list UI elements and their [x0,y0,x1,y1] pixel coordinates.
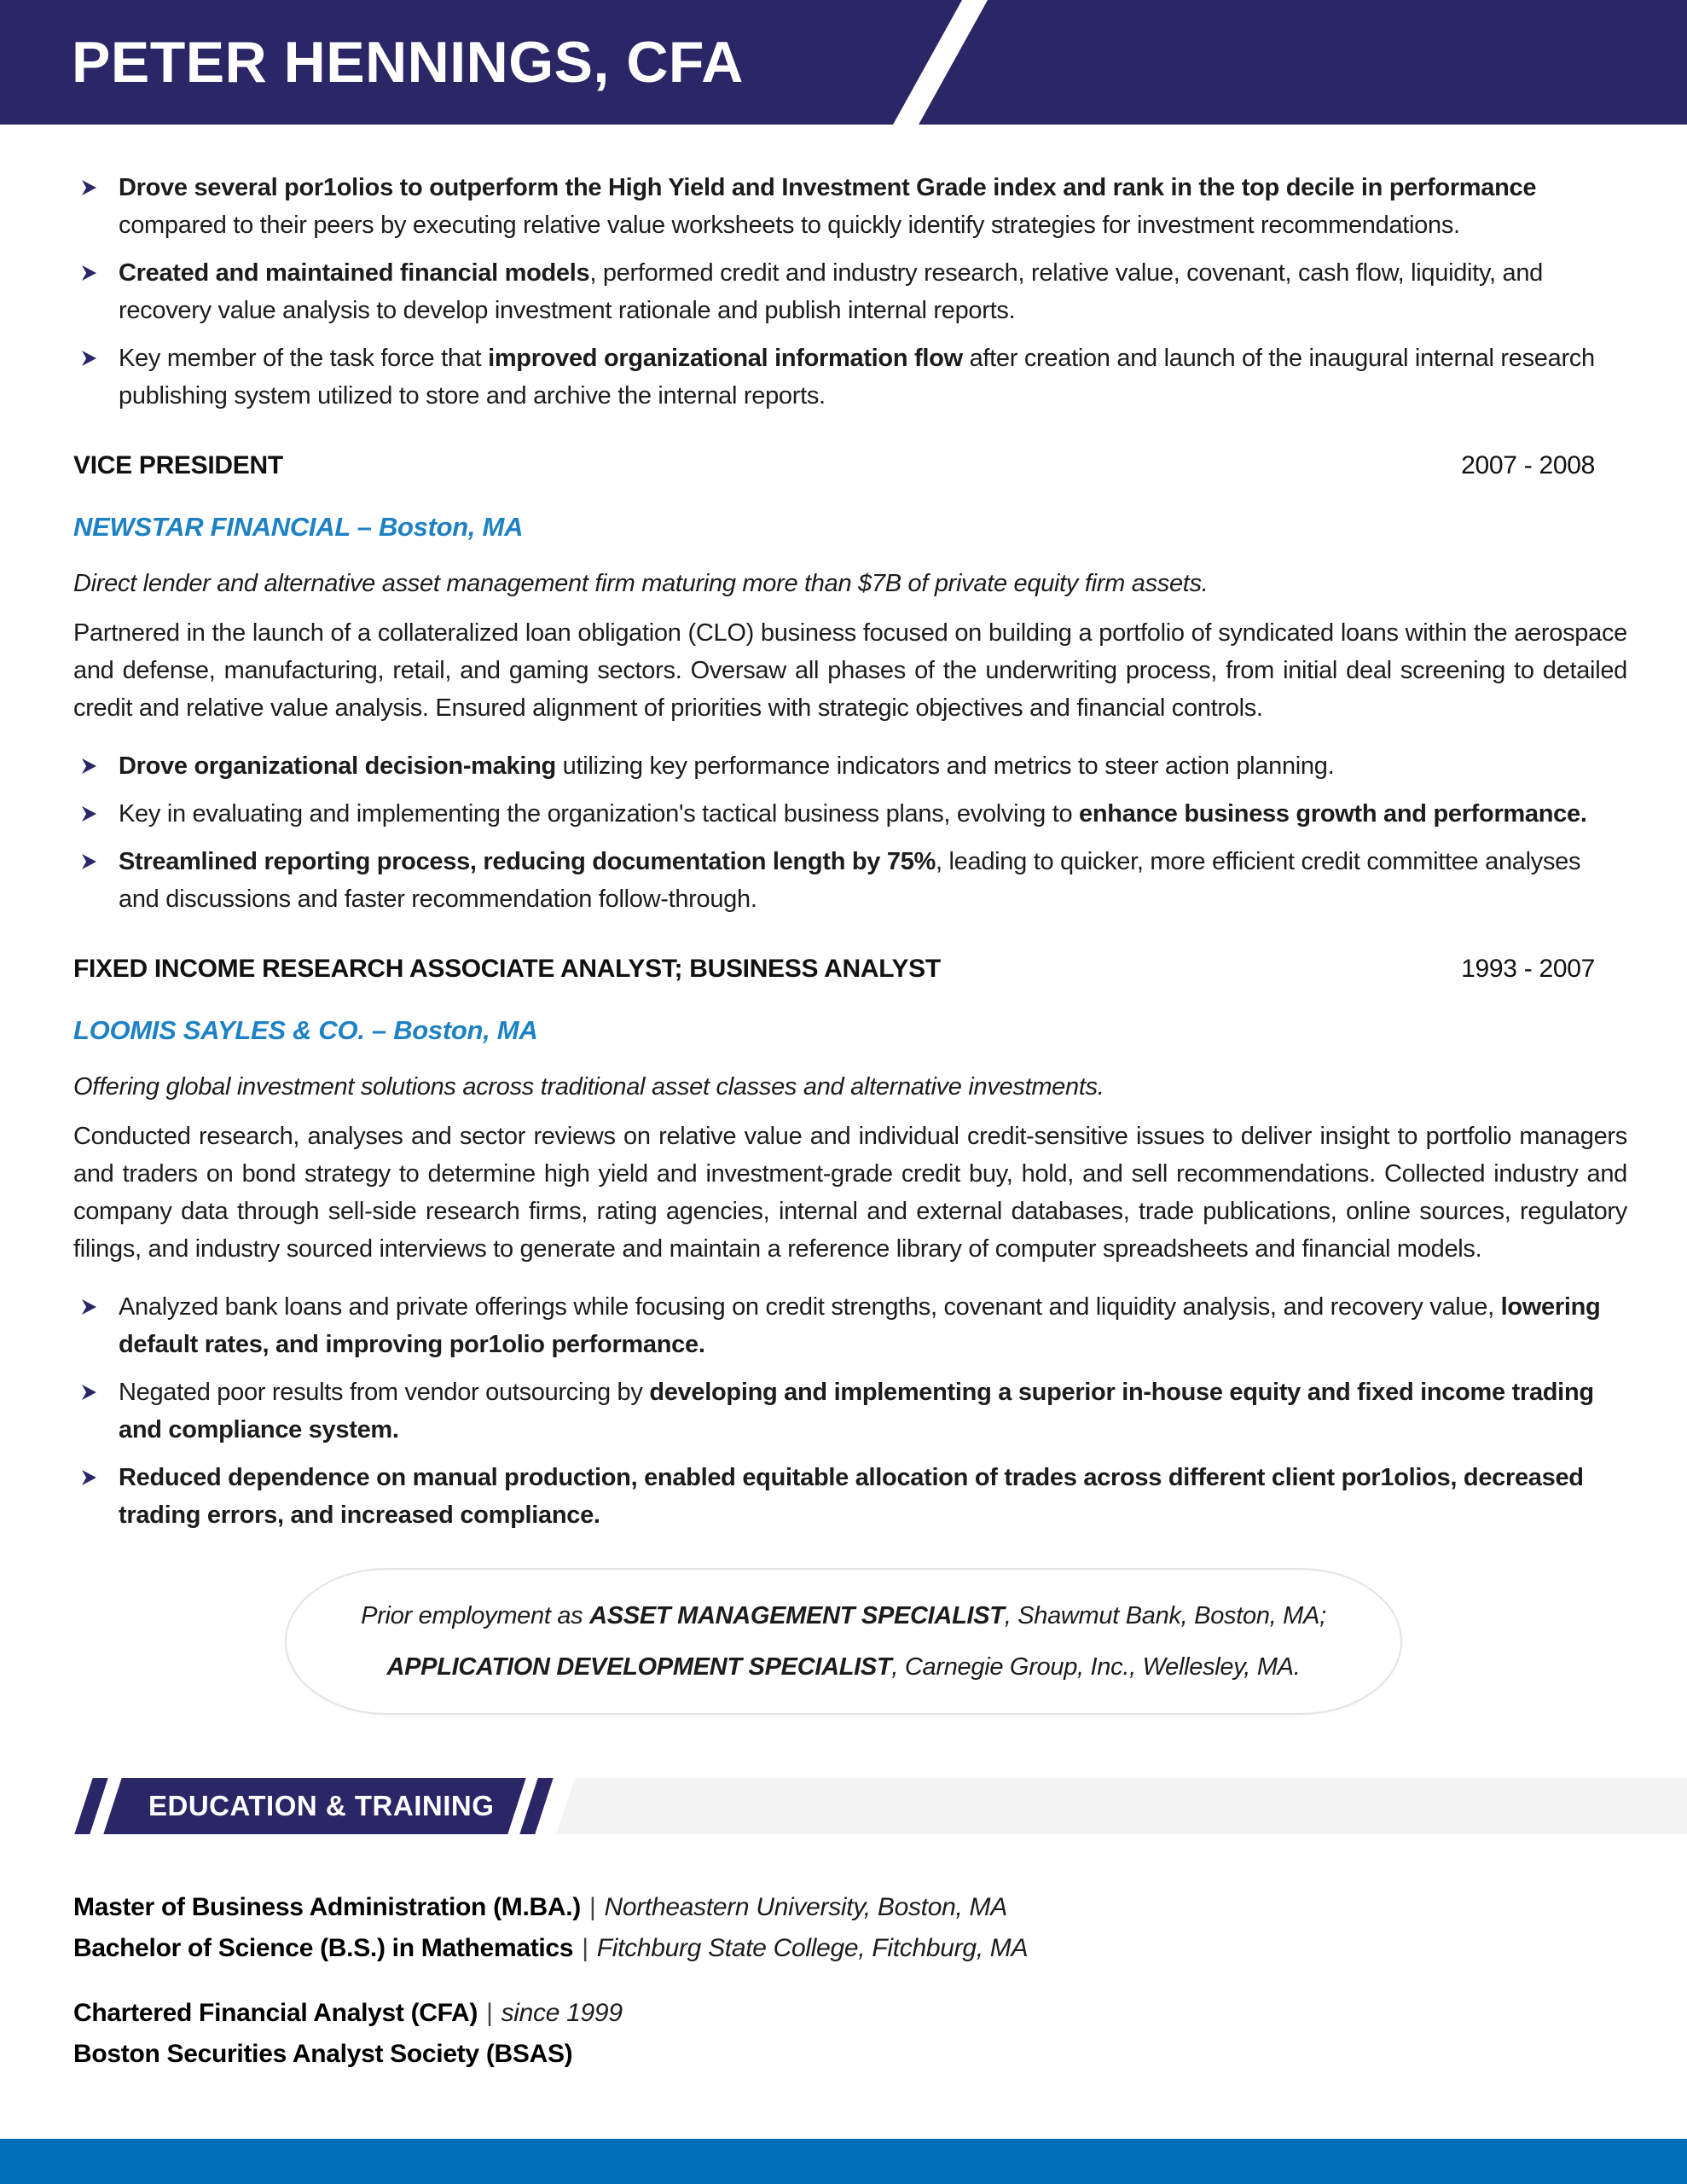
bullet-text-run: Negated poor results from vendor outsourcing by [119,1379,650,1406]
resume-body [0,169,1687,1534]
bullet-text [119,254,1627,329]
list-item [73,1459,1627,1534]
bullet-text-run: Created and maintained financial models [119,259,590,287]
bullet-text-run: developing and implementing a superior in-house equity and fixed income trading and compliance system. [119,1379,1594,1443]
prior-employment-line [361,1597,1326,1635]
bullet-text [119,1374,1627,1449]
list-item [73,795,1627,833]
bullet-arrow-icon [82,806,96,822]
separator: | [582,1934,588,1962]
list-item [73,1374,1627,1449]
list-item [73,169,1627,244]
job-bullet-list [73,1288,1627,1534]
bullet-text-run: compared to their peers by executing relative value worksheets to quickly identify strategies for investment recommendations. [119,212,1460,239]
certification-line [73,1993,1687,2034]
bullet-text-run: lowering default rates, and improving por1olio performance. [119,1293,1601,1358]
note-text-run: APPLICATION DEVELOPMENT SPECIALIST [386,1653,892,1681]
degree-name: Bachelor of Science (B.S.) in Mathematics [73,1934,574,1962]
bullet-text [119,843,1627,918]
carryover-bullet-list [73,169,1627,415]
bullet-arrow-icon [82,180,96,195]
bullet-text-run: Streamlined reporting process, reducing documentation length by 75% [119,848,936,875]
note-text-run: ASSET MANAGEMENT SPECIALIST [589,1602,1005,1629]
bullet-arrow-icon [82,1299,96,1315]
note-text-run: , Shawmut Bank, Boston, MA; [1004,1602,1326,1629]
separator: | [588,1893,596,1921]
job-dates: 1993 - 2007 [1461,955,1595,983]
prior-employment-line [387,1648,1301,1686]
bullet-text-run: after creation and launch of the inaugural internal research publishing system utilized to store and archive the internal reports. [119,345,1595,410]
company-tagline: Offering global investment solutions across traditional asset classes and alternative investments. [73,1073,1104,1101]
bullet-text [119,340,1627,415]
job-title: VICE PRESIDENT [73,451,283,479]
degree-name: Master of Business Administration (M.BA.) [73,1893,581,1921]
institution: Northeastern University, Boston, MA [604,1893,1007,1921]
bullet-text-run: enhance business growth and performance. [1079,800,1587,828]
bullet-text [119,1459,1627,1534]
list-item [73,747,1627,785]
list-item [73,843,1627,918]
bullet-text-run: Key member of the task force that [119,345,489,372]
job-title-row [73,950,1627,988]
certification-name: Chartered Financial Analyst (CFA) [73,1999,478,2027]
list-item [73,1288,1627,1363]
bullet-text-run: Drove organizational decision-making [119,752,556,780]
bullet-text [119,747,1627,785]
company-name: LOOMIS SAYLES & CO. – Boston, MA [73,1015,538,1045]
job-summary: Partnered in the launch of a collateralized loan obligation (CLO) business focused on building a portfolio of syndicated loans within the aerospace and defense, manufacturing, retail, and gaming sectors. Oversaw all phases of the underwriting process, from initial deal screening to detailed credit and relative value analysis. Ensured alignment of priorities with strategic objectives and financial controls. [73,619,1627,722]
bullet-text [119,795,1627,833]
bullet-arrow-icon [82,1385,96,1400]
institution: Fitchburg State College, Fitchburg, MA [596,1934,1029,1962]
bullet-arrow-icon [82,1470,96,1485]
bullet-text-run: utilizing key performance indicators and metrics to steer action planning. [555,752,1335,780]
list-item [73,340,1627,415]
bullet-arrow-icon [82,854,96,869]
banner-label-block [103,1778,525,1834]
certification-detail: since 1999 [501,1999,623,2027]
bullet-text-run: Key in evaluating and implementing the organization's tactical business plans, evolving to [119,800,1080,828]
section-banner-education [0,1778,1687,1834]
banner-gray-band [556,1778,1687,1834]
bullet-arrow-icon [82,351,96,366]
section-title: EDUCATION & TRAINING [148,1790,495,1821]
bullet-arrow-icon [82,758,96,774]
degree-line [73,1928,1687,1969]
job-bullet-list [73,747,1627,918]
spacer [73,1969,1687,1993]
bullet-arrow-icon [82,265,96,281]
company-name: NEWSTAR FINANCIAL – Boston, MA [73,512,524,542]
certification-line [73,2034,1687,2075]
separator: | [486,1999,493,2027]
note-text-run: , Carnegie Group, Inc., Wellesley, MA. [891,1653,1301,1681]
job-dates: 2007 - 2008 [1461,451,1595,479]
banner-stripe-decoration [74,1778,107,1834]
bullet-text-run: Reduced dependence on manual production, enabled equitable allocation of trades across different client por1olios, decreased trading errors, and increased compliance. [119,1464,1584,1529]
job-summary: Conducted research, analyses and sector reviews on relative value and individual credit-sensitive issues to deliver insight to portfolio managers and traders on bond strategy to determine high yield and investment-grade credit buy, hold, and sell recommendations. Collected industry and company data through sell-side research firms, rating agencies, internal and external databases, trade publications, online sources, regulatory filings, and industry sourced interviews to generate and maintain a reference library of computer spreadsheets and financial models. [73,1123,1627,1263]
page-title: PETER HENNINGS, CFA [72,30,744,95]
bullet-text-run: , leading to quicker, more efficient credit committee analyses and discussions and faster recommendation follow-through. [119,848,1581,913]
bullet-text [119,1288,1627,1363]
header-slash-decoration [890,0,991,125]
job-title-row [73,447,1627,485]
header-banner [0,0,1687,125]
job-title: FIXED INCOME RESEARCH ASSOCIATE ANALYST; BUSINESS ANALYST [73,955,941,983]
certification-name: Boston Securities Analyst Society (BSAS) [73,2040,573,2068]
banner-stripe-decoration [519,1778,553,1834]
bullet-text-run: improved organizational information flow [488,345,963,372]
note-text-run: Prior employment as [361,1602,590,1629]
company-tagline: Direct lender and alternative asset management firm maturing more than $7B of private equity firm assets. [73,570,1209,597]
bullet-text-run: Analyzed bank loans and private offerings while focusing on credit strengths, covenant and liquidity analysis, and recovery value, [119,1293,1501,1321]
bullet-text-run: Drove several por1olios to outperform the High Yield and Investment Grade index and rank in the top decile in performance [119,174,1537,201]
list-item [73,254,1627,329]
prior-employment-note [285,1568,1402,1715]
education-details [0,1887,1687,2075]
bullet-text [119,169,1627,244]
bullet-text-run: , performed credit and industry research, relative value, covenant, cash flow, liquidity, and recovery value analysis to develop investment rationale and publish internal reports. [119,259,1543,324]
footer-bar [0,2139,1687,2184]
degree-line [73,1887,1687,1928]
